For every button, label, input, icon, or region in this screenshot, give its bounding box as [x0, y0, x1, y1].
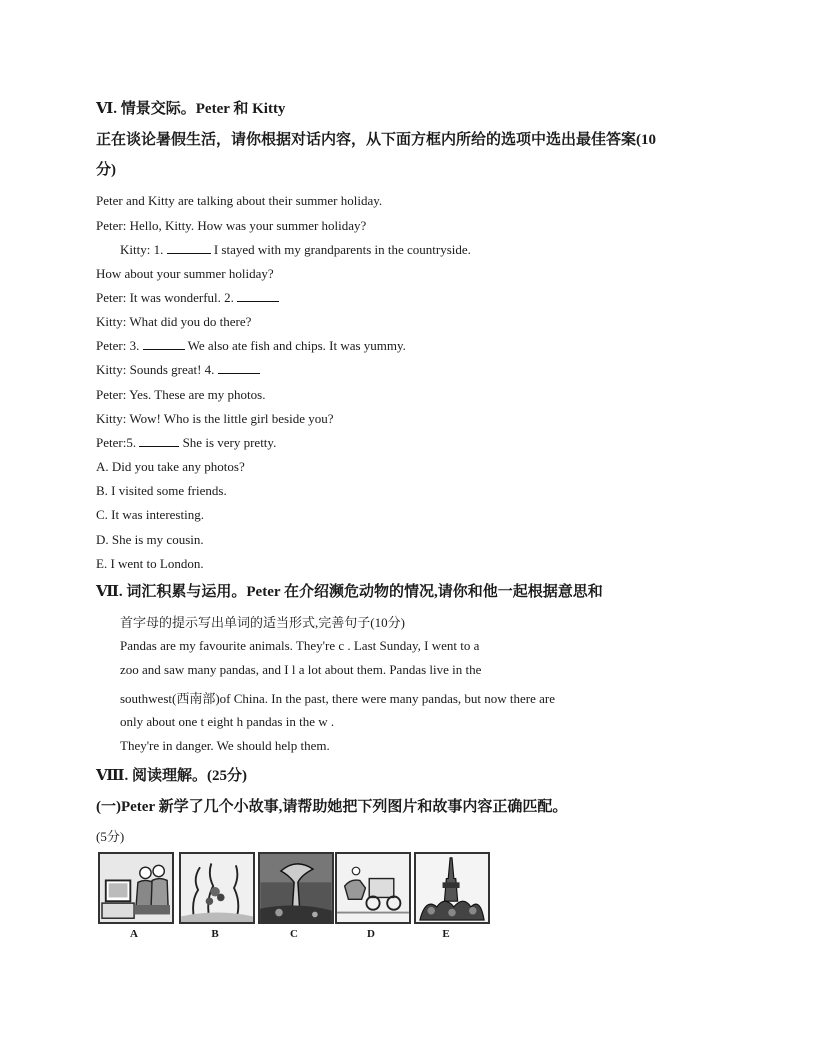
option-b: B. I visited some friends.: [96, 483, 227, 498]
dialogue-line-10-lead: Peter:5.: [96, 435, 137, 450]
picture-d-carriage: [335, 852, 411, 924]
picture-label-c: C: [290, 928, 298, 940]
horse-carriage-illustration: [337, 854, 409, 922]
dialogue-line-9: Kitty: Wow! Who is the little girl beside you?: [96, 411, 334, 426]
option-d: D. She is my cousin.: [96, 532, 204, 547]
passage-line-5: They're in danger. We should help them.: [120, 738, 330, 753]
option-e: E. I went to London.: [96, 556, 204, 571]
dialogue-line-6-rest: We also ate fish and chips. It was yummy.: [184, 338, 406, 353]
section-8-title: Ⅷ. 阅读理解。(25分): [96, 768, 247, 784]
passage-line-1: Pandas are my favourite animals. They're c . Last Sunday, I went to a: [120, 638, 480, 653]
dialogue-line-7-lead: Kitty: Sounds great! 4.: [96, 362, 215, 377]
dialogue-line-5: Kitty: What did you do there?: [96, 314, 252, 329]
tree-illustration: [260, 854, 332, 922]
dialogue-line-3: How about your summer holiday?: [96, 266, 274, 281]
passage-line-3: southwest(西南部)of China. In the past, there were many pandas, but now there are: [120, 691, 556, 706]
tower-illustration: [416, 854, 488, 922]
passage-line-4: only about one t eight h pandas in the w .: [120, 714, 335, 729]
dialogue-line-2: [120, 242, 471, 258]
picture-a-tv-family: [98, 852, 174, 924]
seaweed-illustration: [181, 854, 253, 922]
dialogue-line-1: Peter: Hello, Kitty. How was your summer holiday?: [96, 218, 367, 233]
dialogue-line-10: [96, 435, 276, 451]
tv-family-illustration: [100, 854, 172, 922]
dialogue-line-7: [96, 362, 260, 378]
section-7-title-line2: 首字母的提示写出单词的适当形式,完善句子(10分): [120, 615, 405, 630]
picture-e-tower: [414, 852, 490, 924]
blank-4[interactable]: [218, 363, 260, 374]
section-8-points: (5分): [96, 829, 125, 844]
section-7-title-line1: Ⅶ. 词汇积累与运用。Peter 在介绍濒危动物的情况,请你和他一起根据意思和: [96, 584, 603, 600]
dialogue-line-4: [96, 290, 279, 306]
dialogue-line-10-rest: She is very pretty.: [179, 435, 277, 450]
blank-2[interactable]: [237, 291, 279, 302]
picture-label-d: D: [367, 928, 375, 940]
dialogue-line-6: [96, 338, 406, 354]
blank-1[interactable]: [167, 243, 211, 254]
dialogue-line-6-lead: Peter: 3.: [96, 338, 140, 353]
blank-5[interactable]: [139, 436, 179, 447]
blank-3[interactable]: [143, 339, 185, 350]
section-6-title-line3: 分): [96, 162, 116, 178]
option-a: A. Did you take any photos?: [96, 459, 245, 474]
picture-label-b: B: [211, 928, 219, 940]
picture-c-tree: [258, 852, 334, 924]
passage-line-2: zoo and saw many pandas, and I l a lot about them. Pandas live in the: [120, 662, 482, 677]
dialogue-line-8: Peter: Yes. These are my photos.: [96, 387, 266, 402]
section-6-title-line2: 正在谈论暑假生活，请你根据对话内容，从下面方框内所给的选项中选出最佳答案(10: [96, 132, 656, 148]
picture-label-e: E: [442, 928, 450, 940]
picture-b-seaweed: [179, 852, 255, 924]
section-6-title-line1: Ⅵ. 情景交际。Peter 和 Kitty: [96, 101, 286, 117]
section-8-subtitle: (一)Peter 新学了几个小故事,请帮助她把下列图片和故事内容正确匹配。: [96, 799, 568, 815]
option-c: C. It was interesting.: [96, 507, 204, 522]
dialogue-line-2-lead: Kitty: 1.: [120, 242, 164, 257]
picture-label-a: A: [130, 928, 138, 940]
dialogue-line-4-lead: Peter: It was wonderful. 2.: [96, 290, 234, 305]
dialogue-line-2-rest: I stayed with my grandparents in the countryside.: [210, 242, 471, 257]
dialogue-intro: Peter and Kitty are talking about their summer holiday.: [96, 193, 383, 208]
